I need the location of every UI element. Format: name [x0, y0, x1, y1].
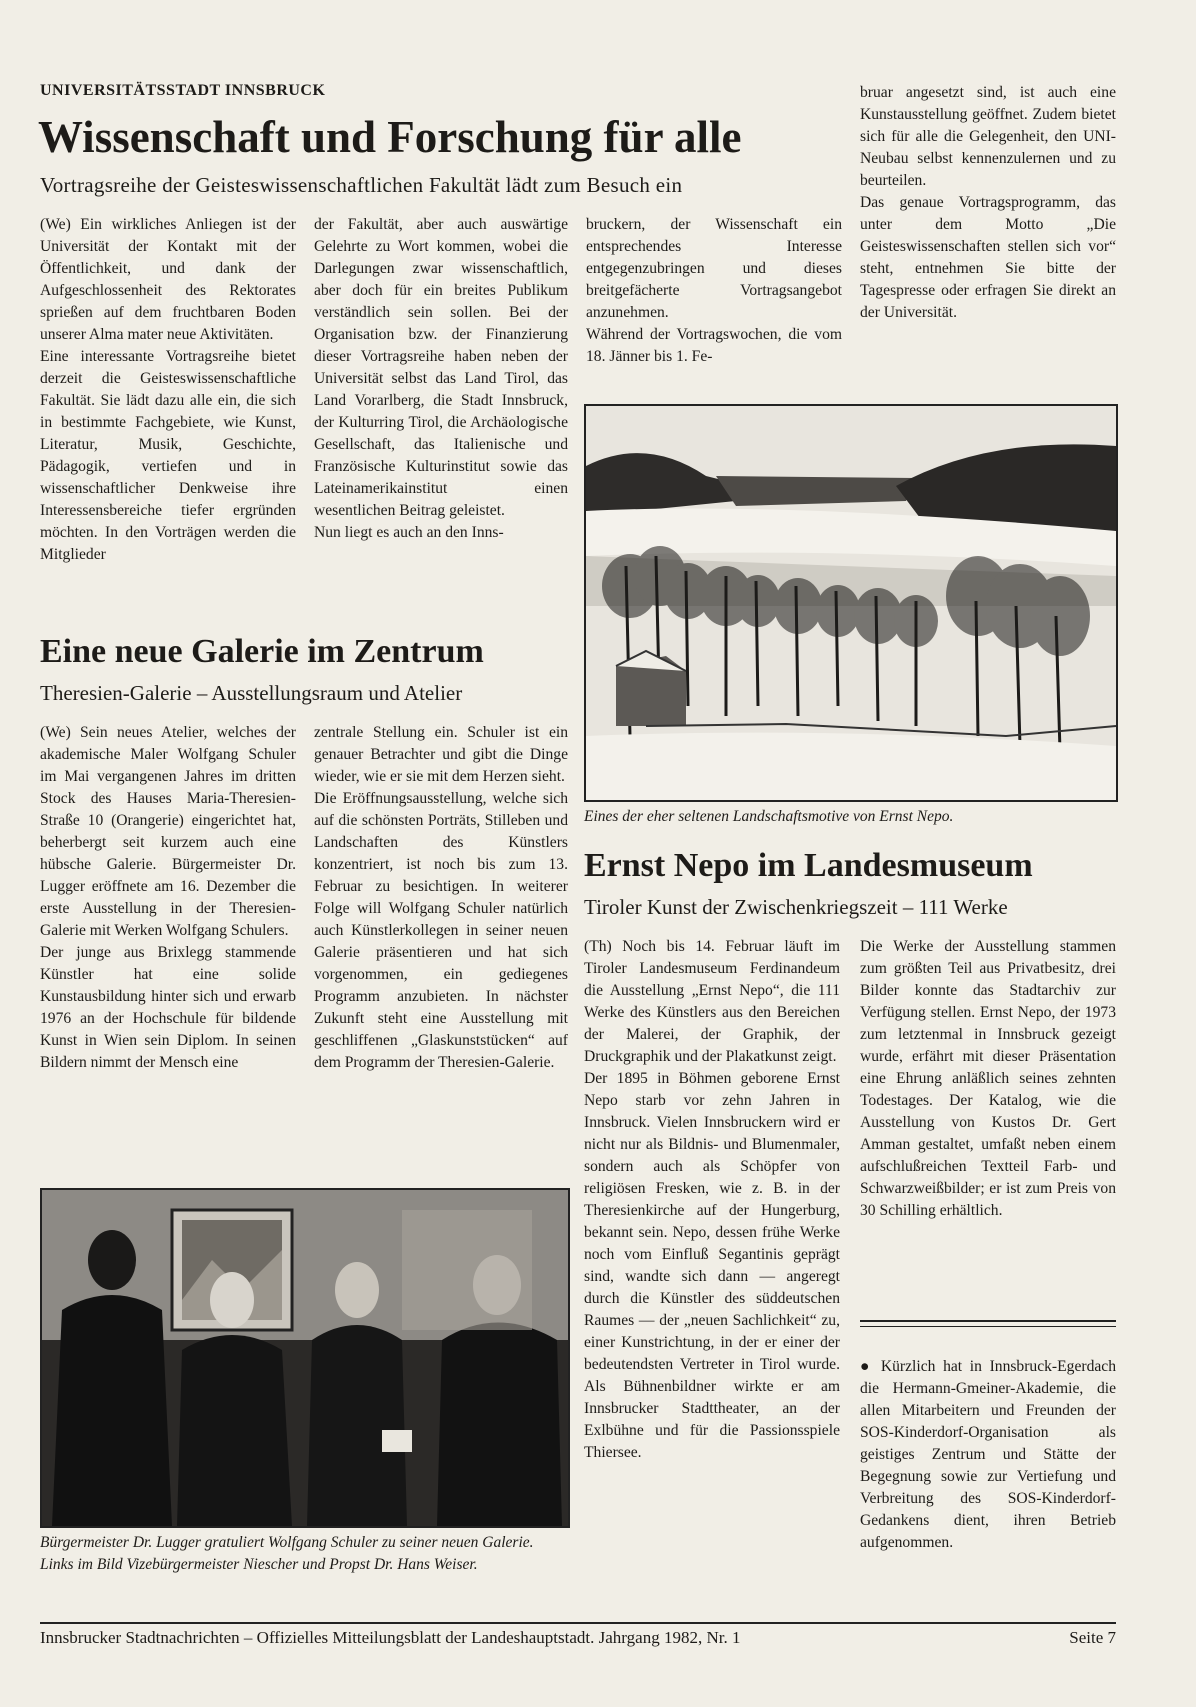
paragraph: Eine interessante Vortragsreihe bietet derzeit die Geisteswissenschaftliche Fakultät. Sie lädt dazu alle ein, die sich in bestimmte Fachgebiete, wie Kunst, Literatur, Musik, Geschichte, Pädagogik, vertiefen und in wissenschaftlicher Denkweise ihre Interessensbereiche tiefer ergründen möchten. In den Vorträgen werden die Mitglieder: [40, 348, 296, 563]
nepo-landscape-image: [584, 404, 1118, 802]
paragraph: Nun liegt es auch an den Inns-: [314, 524, 504, 541]
paragraph: (Th) Noch bis 14. Februar läuft im Tiroler Landesmuseum Ferdinandeum die Ausstellung „Ernst Nepo“, die 111 Werke des Künstlers aus den Bereichen der Malerei, der Graphik, der Druckgraphik und der Plakatkunst zeigt.: [584, 938, 840, 1065]
article1-column-1: [40, 214, 296, 566]
article1-subtitle: Vortragsreihe der Geisteswissenschaftlichen Fakultät lädt zum Besuch ein: [40, 173, 683, 197]
section-kicker: UNIVERSITÄTSSTADT INNSBRUCK: [40, 82, 326, 99]
bullet-icon: ●: [860, 1358, 874, 1375]
paragraph: Die Eröffnungsausstellung, welche sich auf die schönsten Porträts, Stilleben und Landschaften des Künstlers konzentriert, ist noch bis zum 13. Februar zu besichtigen. In weiterer Folge will Wolfgang Schuler natürlich auch Künstlerkollegen in seiner neuen Galerie präsentieren und hat sich vorgenommen, ein gediegenes Programm anzubieten. In nächster Zukunft steht eine Ausstellung mit geschliffenen „Glaskunststücken“ auf dem Programm der Theresien-Galerie.: [314, 790, 568, 1071]
paragraph: Die Werke der Ausstellung stammen zum größten Teil aus Privatbesitz, drei Bilder konnte das Stadtarchiv zur Verfügung stellen. Ernst Nepo, der 1973 zum letztenmal in Innsbruck gezeigt wurde, erfährt mit dieser Präsentation eine Ehrung anläßlich seines zehnten Todestages. Der Katalog, wie die Ausstellung von Kustos Dr. Gert Amman gestaltet, umfaßt neben einem aufschlußreichen Textteil Farb- und Schwarzweißbilder; er ist zum Preis von 30 Schilling erhältlich.: [860, 938, 1116, 1219]
article1-column-4: [860, 82, 1116, 324]
nepo-landscape-illustration: [586, 406, 1116, 800]
article2-title: Eine neue Galerie im Zentrum: [40, 633, 484, 670]
article3-column-1: [584, 936, 840, 1464]
divider: [860, 1320, 1116, 1322]
article3-title: Ernst Nepo im Landesmuseum: [584, 847, 1033, 884]
article1-column-3: [586, 214, 842, 368]
paragraph: der Fakultät, aber auch auswärtige Gelehrte zu Wort kommen, wobei die Darlegungen zwar wissenschaftlich, aber doch für ein breites Publikum verständlich sein sollen. Bei der Organisation bzw. der Finanzierung dieser Vortragsreihe haben neben der Universität selbst das Land Tirol, das Land Vorarlberg, die Stadt Innsbruck, der Kulturring Tirol, die Archäologische Gesellschaft, das Italienische und Französische Kulturinstitut sowie das Lateinamerikainstitut einen wesentlichen Beitrag geleistet.: [314, 216, 568, 519]
paragraph: (We) Ein wirkliches Anliegen ist der Universität der Kontakt mit der Öffentlichkeit, und dank der Aufgeschlossenheit des Rektorates sprießen auf dem fruchtbaren Boden unserer Alma mater neue Aktivitäten.: [40, 216, 296, 343]
article2-column-2: [314, 722, 568, 1074]
paragraph: (We) Sein neues Atelier, welches der akademische Maler Wolfgang Schuler im Mai vergangenen Jahres im dritten Stock des Hauses Maria-Theresien-Straße 10 (Orangerie) eingerichtet hat, beherbergt seit kurzem auch eine hübsche Galerie. Bürgermeister Dr. Lugger eröffnete am 16. Dezember die erste Ausstellung in der Theresien-Galerie mit Werken Wolfgang Schulers.: [40, 724, 296, 939]
footer-rule: [40, 1622, 1116, 1624]
landscape-photo-caption: Eines der eher seltenen Landschaftsmotive von Ernst Nepo.: [584, 808, 954, 825]
article2-column-1: [40, 722, 296, 1074]
article3-column-2: [860, 936, 1116, 1222]
article3-subtitle: Tiroler Kunst der Zwischenkriegszeit – 111 Werke: [584, 895, 1008, 919]
paragraph: Der junge aus Brixlegg stammende Künstler hat eine solide Kunstausbildung hinter sich und erwarb 1976 an der Hochschule für bildende Kunst in Wien sein Diplom. In seinen Bildern nimmt der Mensch eine: [40, 944, 296, 1071]
paragraph: Das genaue Vortragsprogramm, das unter dem Motto „Die Geisteswissenschaften stellen sich vor“ steht, entnehmen Sie bitte der Tagespresse oder erfragen Sie direkt an der Universität.: [860, 194, 1116, 321]
article1-title: Wissenschaft und Forschung für alle: [38, 112, 742, 162]
article2-subtitle: Theresien-Galerie – Ausstellungsraum und Atelier: [40, 681, 463, 705]
footer-page-number: Seite 7: [1069, 1628, 1116, 1647]
article1-column-2: [314, 214, 568, 544]
gallery-photo-caption: Bürgermeister Dr. Lugger gratuliert Wolfgang Schuler zu seiner neuen Galerie. Links im Bild Vizebürgermeister Niescher und Propst Dr. Hans Weiser.: [40, 1534, 534, 1573]
gallery-photo-illustration: [42, 1190, 568, 1526]
paragraph: Der 1895 in Böhmen geborene Ernst Nepo starb vor zehn Jahren in Innsbruck. Vielen Innsbruckern wird er nicht nur als Bildnis- und Blumenmaler, sondern auch als Schöpfer von religiösen Fresken, wie z. B. in der Theresienkirche auf der Hungerburg, bekannt sein. Nepo, dessen frühe Werke noch vom Einfluß Segantinis geprägt sind, wandte sich dann — angeregt durch die Künstler des süddeutschen Raumes — der „neuen Sachlichkeit“ zu, einer Kunstrichtung, in der er einer der bedeutendsten Vertreter in Tirol wurde. Als Bühnenbildner wirkte er am Innsbrucker Stadttheater, an der Exlbühne und für die Passionsspiele Thiersee.: [584, 1070, 840, 1461]
divider: [860, 1326, 1116, 1327]
gallery-opening-photo: [40, 1188, 570, 1528]
paragraph: zentrale Stellung ein. Schuler ist ein genauer Betrachter und gibt die Dinge wieder, wie er sie mit dem Herzen sieht.: [314, 724, 568, 785]
paragraph: bruckern, der Wissenschaft ein entsprechendes Interesse entgegenzubringen und dieses breitgefächerte Vortragsangebot anzunehmen.: [586, 216, 842, 321]
paragraph: Während der Vortragswochen, die vom 18. Jänner bis 1. Fe-: [586, 326, 842, 365]
news-brief: [860, 1356, 1116, 1554]
news-brief-text: ● Kürzlich hat in Innsbruck-Egerdach die Hermann-Gmeiner-Akademie, die allen Mitarbeitern und Freunden der SOS-Kinderdorf-Organisation als geistiges Zentrum und Stätte der Begegnung sowie zur Vertiefung und Verbreitung des SOS-Kinderdorf-Gedankens dient, ihren Betrieb aufgenommen.: [860, 1358, 1117, 1551]
paragraph: bruar angesetzt sind, ist auch eine Kunstausstellung geöffnet. Zudem bietet sich für alle die Gelegenheit, den UNI-Neubau selbst kennenzulernen und zu beurteilen.: [860, 84, 1116, 189]
footer-publication: Innsbrucker Stadtnachrichten – Offizielles Mitteilungsblatt der Landeshauptstadt. Jahrgang 1982, Nr. 1: [40, 1628, 741, 1647]
